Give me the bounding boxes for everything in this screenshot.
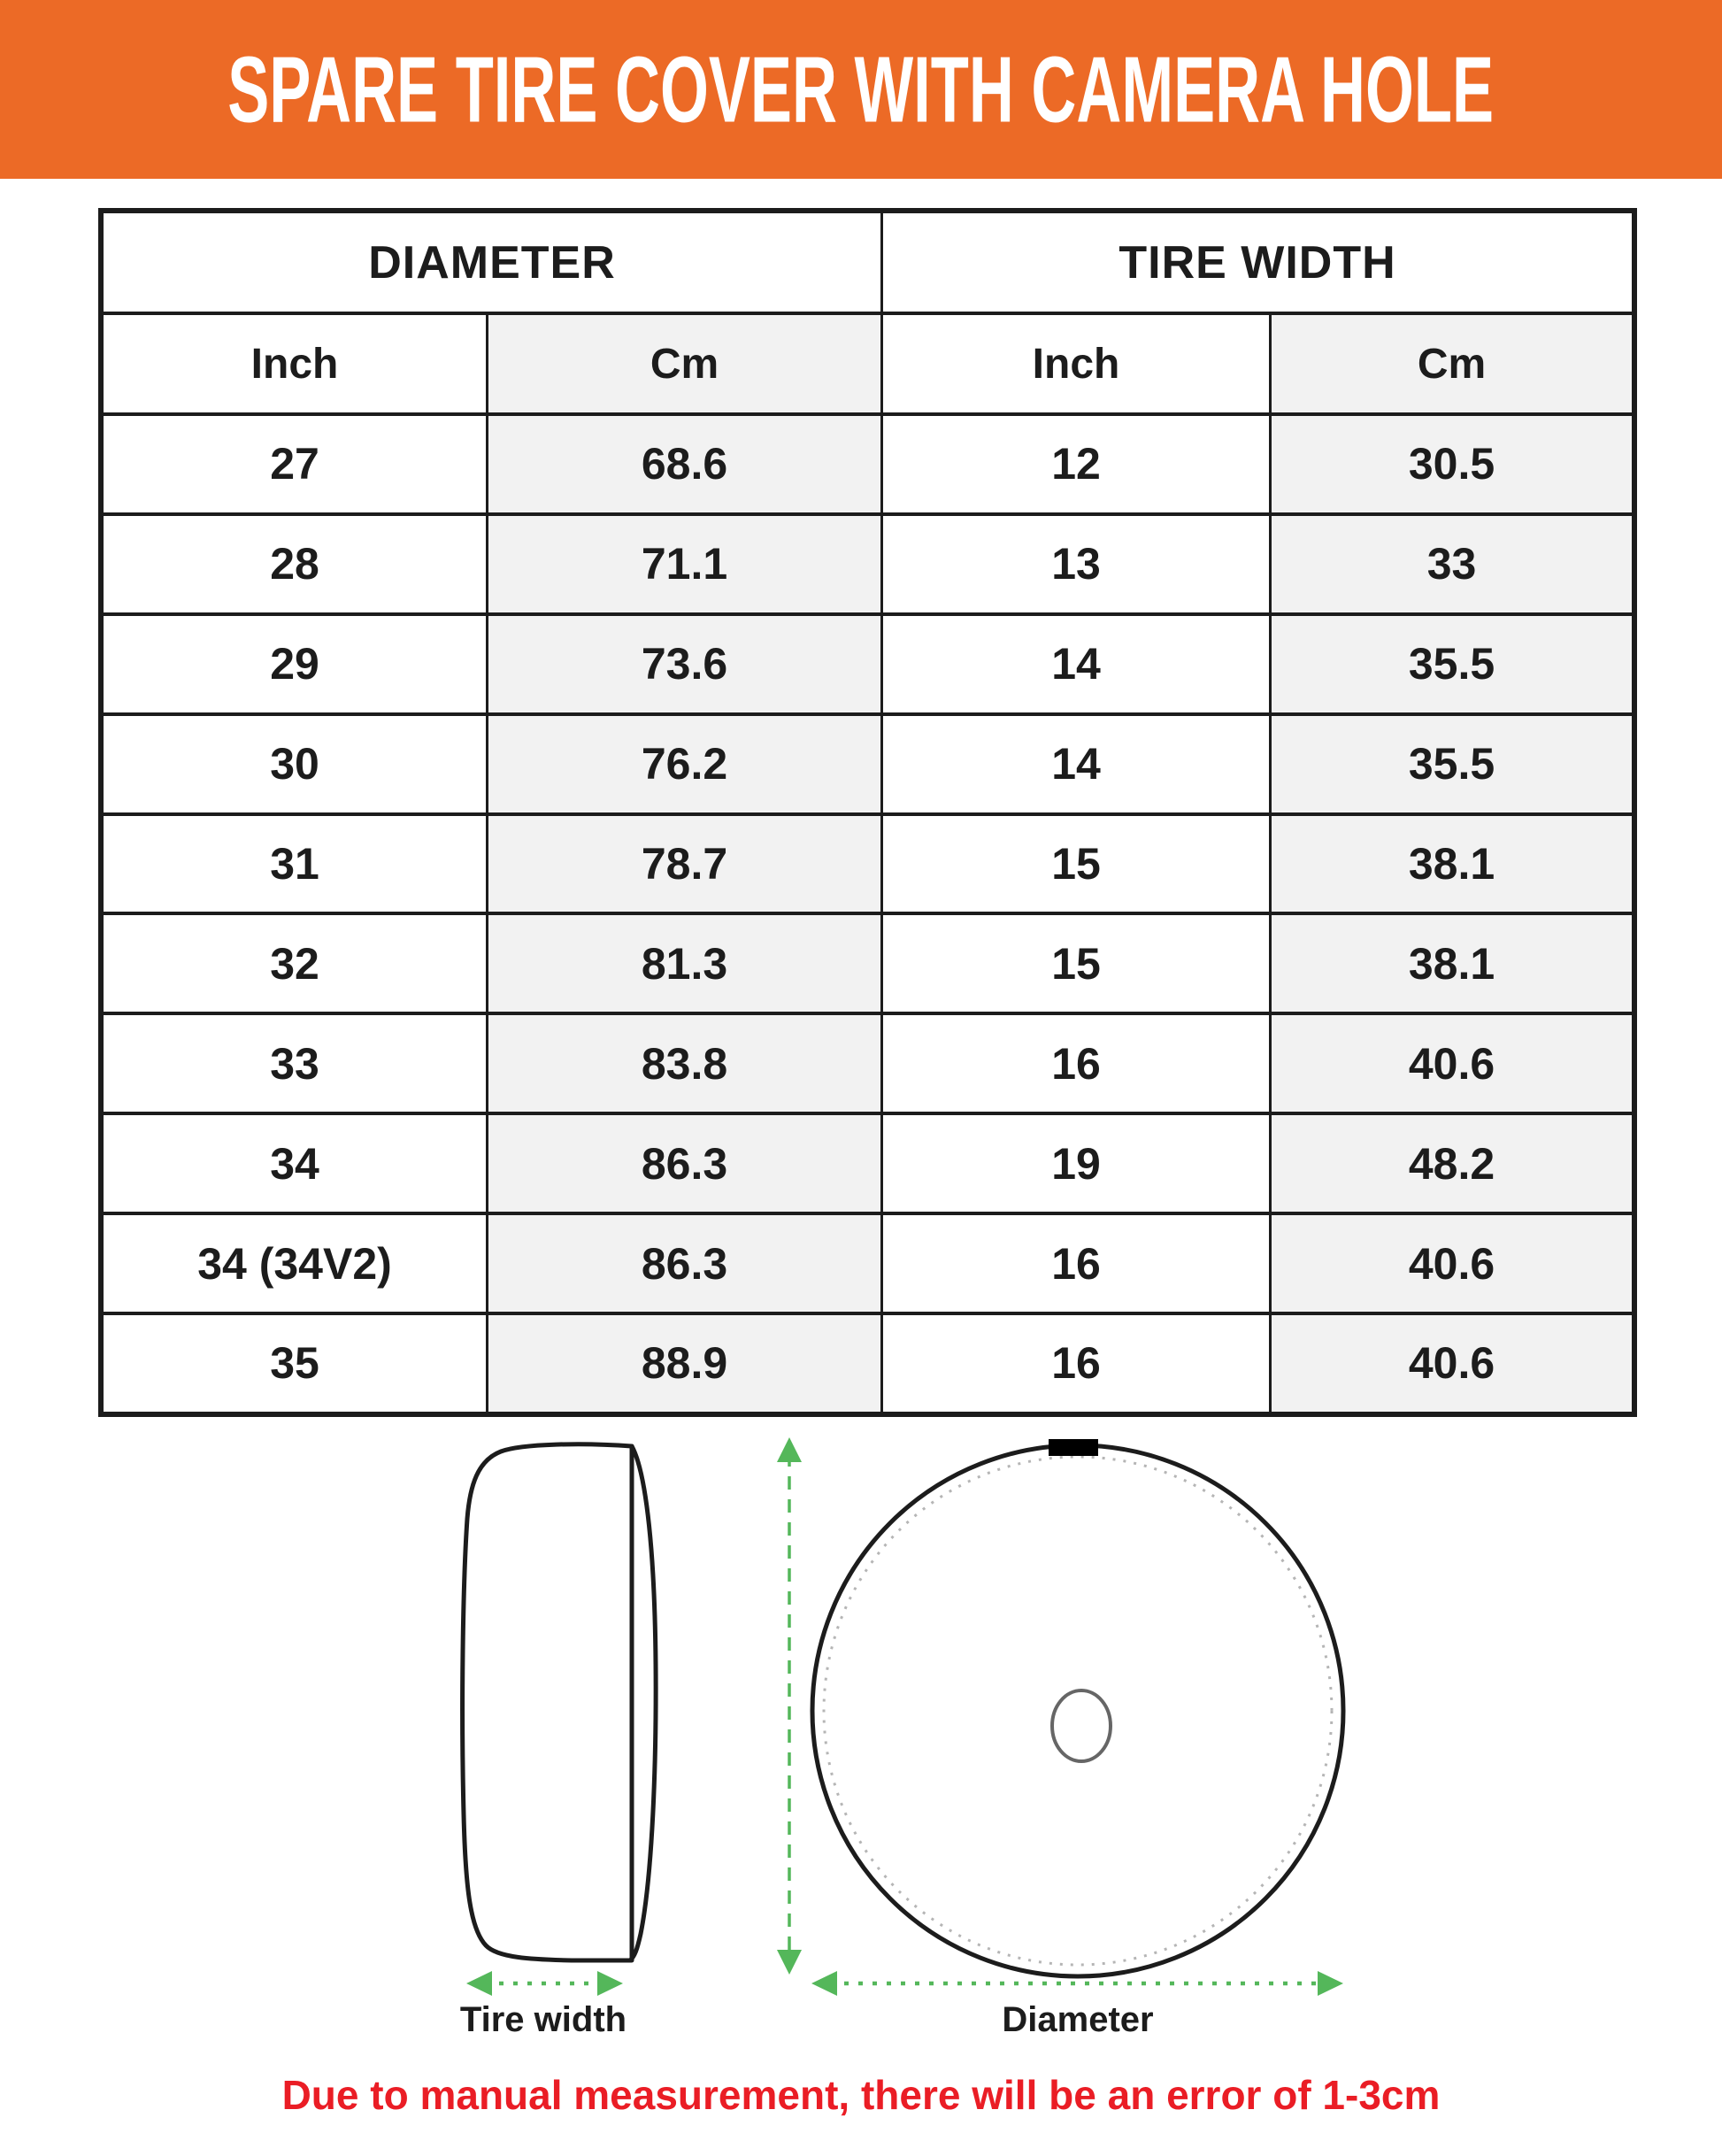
cell-width-cm: 35.5 (1271, 614, 1634, 714)
cell-diameter-cm: 86.3 (488, 1213, 882, 1313)
cell-diameter-cm: 86.3 (488, 1113, 882, 1213)
table-row (102, 814, 1634, 914)
cell-width-cm: 38.1 (1271, 814, 1634, 914)
cell-diameter-inch: 34 (102, 1113, 488, 1213)
col-header-diameter-cm: Cm (488, 313, 882, 414)
cell-diameter-cm: 88.9 (488, 1313, 882, 1413)
table-row (102, 614, 1634, 714)
cell-diameter-inch: 28 (102, 514, 488, 614)
col-header-diameter-inch: Inch (102, 313, 488, 414)
cell-width-inch: 14 (882, 714, 1271, 814)
tire-width-arrowhead-right (597, 1971, 623, 1996)
cell-width-inch: 15 (882, 913, 1271, 1013)
cell-diameter-cm: 78.7 (488, 814, 882, 914)
cell-width-cm: 40.6 (1271, 1313, 1634, 1413)
table-row (102, 514, 1634, 614)
measurement-disclaimer: Due to manual measurement, there will be an error of 1-3cm (281, 2072, 1441, 2118)
cell-diameter-inch: 33 (102, 1013, 488, 1113)
table-row (102, 1113, 1634, 1213)
cell-width-cm: 40.6 (1271, 1013, 1634, 1113)
hanger-tab (1049, 1439, 1098, 1456)
table-row (102, 1013, 1634, 1113)
cell-width-inch: 16 (882, 1213, 1271, 1313)
cell-diameter-inch: 30 (102, 714, 488, 814)
cell-diameter-cm: 81.3 (488, 913, 882, 1013)
page-title: SPARE TIRE COVER WITH CAMERA HOLE (227, 36, 1495, 142)
cell-width-inch: 16 (882, 1313, 1271, 1413)
cell-width-inch: 19 (882, 1113, 1271, 1213)
cell-diameter-cm: 76.2 (488, 714, 882, 814)
table-subheader-row (102, 313, 1634, 414)
vertical-arrowhead-bottom (777, 1950, 802, 1975)
camera-hole (1052, 1690, 1111, 1761)
cell-width-cm: 48.2 (1271, 1113, 1634, 1213)
cell-diameter-inch: 32 (102, 913, 488, 1013)
cell-width-inch: 16 (882, 1013, 1271, 1113)
tire-measurement-diagram (0, 1407, 1722, 2062)
cell-diameter-inch: 35 (102, 1313, 488, 1413)
cell-width-cm: 40.6 (1271, 1213, 1634, 1313)
cell-diameter-inch: 29 (102, 614, 488, 714)
cell-diameter-cm: 68.6 (488, 414, 882, 514)
table-row (102, 913, 1634, 1013)
col-header-width-cm: Cm (1271, 313, 1634, 414)
cell-width-cm: 35.5 (1271, 714, 1634, 814)
cell-diameter-inch: 31 (102, 814, 488, 914)
table-row (102, 1313, 1634, 1413)
cell-width-inch: 12 (882, 414, 1271, 514)
cell-width-inch: 15 (882, 814, 1271, 914)
table-row (102, 1213, 1634, 1313)
cell-width-inch: 14 (882, 614, 1271, 714)
cell-diameter-inch: 27 (102, 414, 488, 514)
cell-diameter-cm: 83.8 (488, 1013, 882, 1113)
diameter-arrowhead-left (811, 1971, 837, 1996)
diameter-label: Diameter (1002, 2000, 1154, 2039)
cell-width-cm: 30.5 (1271, 414, 1634, 514)
diameter-group-header: DIAMETER (102, 212, 882, 314)
tire-width-arrowhead-left (466, 1971, 492, 1996)
table-row (102, 414, 1634, 514)
cell-diameter-cm: 73.6 (488, 614, 882, 714)
table-row (102, 714, 1634, 814)
col-header-width-inch: Inch (882, 313, 1271, 414)
tire-side-view (463, 1444, 632, 1960)
vertical-arrowhead-top (777, 1437, 802, 1462)
size-chart-table (99, 209, 1636, 1416)
cell-width-inch: 13 (882, 514, 1271, 614)
tire-width-label: Tire width (459, 2000, 627, 2039)
cell-diameter-inch: 34 (34V2) (102, 1213, 488, 1313)
table-group-header-row (102, 212, 1634, 314)
cell-width-cm: 38.1 (1271, 913, 1634, 1013)
diameter-arrowhead-right (1318, 1971, 1343, 1996)
tire-width-group-header: TIRE WIDTH (882, 212, 1634, 314)
cell-width-cm: 33 (1271, 514, 1634, 614)
header-band (0, 0, 1722, 179)
cell-diameter-cm: 71.1 (488, 514, 882, 614)
